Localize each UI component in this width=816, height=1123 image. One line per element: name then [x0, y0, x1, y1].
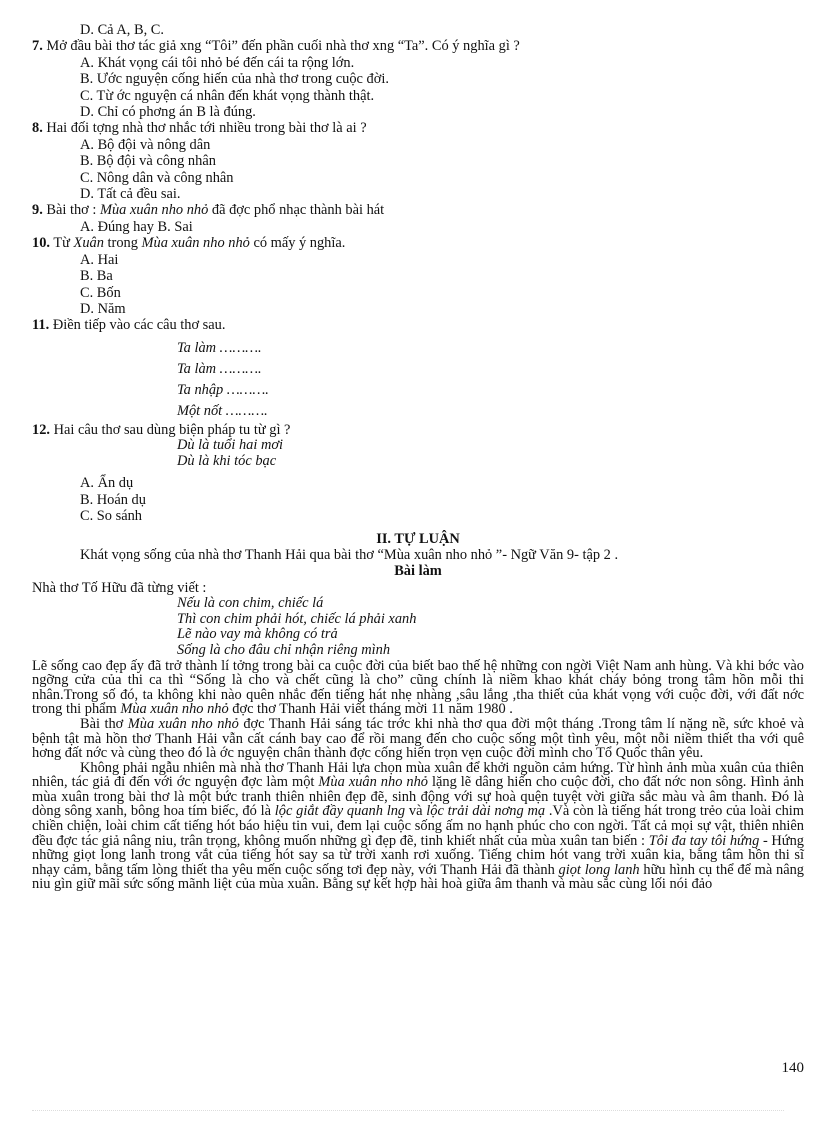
text: và: [405, 803, 427, 820]
text: lặng lẽ dâng hiến cho cuộc đời, cho đất nớc non sông. Hình ảnh mùa xuân trong bài thơ là một bức tranh thiên nhiên đẹp đẽ, sinh động với sự hoà quện tuyệt vời giữa sắc màu và âm thanh. Đó là dòng sông xanh, bông hoa tím biếc, đó là: [32, 774, 804, 820]
question-text: Hai câu thơ sau dùng biện pháp tu từ gì ?: [53, 421, 291, 438]
option: C. Bốn: [80, 284, 121, 301]
quote: giọt long lanh: [558, 861, 640, 878]
verse-line: Thì con chim phải hót, chiếc lá phải xanh: [177, 610, 417, 627]
option: B. Hoán dụ: [80, 491, 146, 508]
essay-intro: Nhà thơ Tố Hữu đã từng viết :: [32, 579, 207, 596]
poem-title: Mùa xuân nho nhỏ: [127, 715, 239, 732]
question-number: 7.: [32, 38, 43, 55]
verse-line: Ta làm ……….: [177, 339, 262, 356]
paragraph: [32, 717, 804, 761]
question-12: [32, 422, 804, 438]
verse-line: Dù là tuổi hai mơi: [177, 437, 284, 454]
option: D. Chỉ có phơng án B là đúng.: [80, 104, 256, 121]
text: - Hứng những giọt long lanh trong vắt của tiếng hót say sa từ trời xanh rơi xuống. Tiếng chim hót vang trời xuân kia, bằng tâm hồn thi sĩ nhạy cảm, bằng tấm lòng thiết tha yêu mến cuộc sống tơi đẹp này, với Thanh Hải đã thành: [32, 832, 804, 878]
verse-line: Nếu là con chim, chiếc lá: [177, 595, 324, 612]
option: B. Ba: [80, 268, 113, 285]
essay-title: Bài làm: [394, 563, 442, 580]
question-number: 9.: [32, 202, 43, 219]
option: C. Từ ớc nguyện cá nhân đến khát vọng thành thật.: [80, 87, 375, 104]
option: B. Bộ đội và công nhân: [80, 153, 216, 170]
keyword: Xuân: [73, 235, 104, 252]
poem-title: Mùa xuân nho nhỏ: [100, 202, 209, 219]
option: A. Đúng hay B. Sai: [80, 218, 193, 235]
question-text: đã đợc phổ nhạc thành bài hát: [208, 202, 385, 219]
verse-line: Sống là cho đâu chỉ nhận riêng mình: [177, 641, 391, 658]
question-number: 12.: [32, 421, 50, 438]
text: hữu hình cụ thể để mà nâng niu gìn giữ mãi sức sống mãnh liệt của mùa xuân. Bằng sự kết hợp hài hoà giữa âm thanh và màu sắc cùng lối nói đảo: [32, 861, 804, 893]
option: A. Hai: [80, 251, 119, 268]
option: D. Năm: [80, 300, 126, 317]
text: .Và còn là tiếng hát trong trẻo của loài chim chiền chiện, loài chim cất tiếng hót báo hiệu tin vui, đem lại cuộc sống ấm no hạnh phúc cho con ngời. Tất cả mọi sự vật, thiên nhiên đều đợc tác giả nâng niu, trân trọng, không muốn những gì đẹp đẽ, tinh khiết nhất của mùa xuân tan biến :: [32, 803, 804, 849]
question-number: 11.: [32, 317, 50, 334]
paragraph: [32, 659, 804, 717]
poem-title: Mùa xuân nho nhỏ: [120, 701, 229, 718]
paragraph: [32, 761, 804, 892]
question-8: [32, 120, 804, 136]
question-text: có mấy ý nghĩa.: [249, 235, 346, 252]
question-number: 10.: [32, 235, 50, 252]
page-number: 140: [781, 1060, 804, 1076]
question-10: [32, 235, 804, 251]
question-11: [32, 317, 804, 333]
question-text: Hai đối tợng nhà thơ nhắc tới nhiều trong bài thơ là ai ?: [46, 120, 367, 137]
text: đợc thơ Thanh Hải viết tháng mời 11 năm 1980 .: [228, 701, 513, 718]
question-text: Từ: [53, 235, 74, 252]
question-7: [32, 38, 804, 54]
text: đợc Thanh Hải sáng tác trớc khi nhà thơ qua đời một tháng .Trong tâm lí nặng nề, sức khoẻ và bệnh tật mà hồn thơ Thanh Hải vẫn cất cánh bay cao để rồi mang đến cho cuộc sống một tình yêu, một nỗi niềm thiết tha với quê hơng đất nớc và cùng theo đó là ớc nguyện chân thành đợc cống hiến trọn vẹn cuộc đời mình cho Tổ Quốc thân yêu.: [32, 715, 804, 762]
option: A. Khát vọng cái tôi nhỏ bé đến cái ta rộng lớn.: [80, 54, 355, 71]
question-text: Điền tiếp vào các câu thơ sau.: [52, 317, 226, 334]
question-text: Bài thơ :: [46, 202, 100, 219]
text: Bài thơ: [80, 715, 128, 732]
poem-title: Mùa xuân nho nhỏ: [318, 774, 428, 791]
question-text: Mở đầu bài thơ tác giả xng “Tôi” đến phần cuối nhà thơ xng “Ta”. Có ý nghĩa gì ?: [46, 38, 520, 55]
page-content: [32, 22, 804, 892]
verse-line: Lẽ nào vay mà không có trả: [177, 626, 338, 643]
footer-divider: [32, 1110, 784, 1111]
text: Không phải ngẫu nhiên mà nhà thơ Thanh Hải lựa chọn mùa xuân để khởi nguồn cảm hứng. Từ hình ảnh mùa xuân của thiên nhiên, tác giả đi đến với ớc nguyện đợc làm một: [32, 759, 804, 791]
option: C. Nông dân và công nhân: [80, 169, 234, 186]
essay-prompt: Khát vọng sống của nhà thơ Thanh Hải qua bài thơ “Mùa xuân nho nhỏ ”- Ngữ Văn 9- tập 2 .: [80, 546, 619, 563]
question-number: 8.: [32, 120, 43, 137]
verse-line: Ta làm ……….: [177, 360, 262, 377]
question-9: [32, 202, 804, 218]
option: A. Bộ đội và nông dân: [80, 136, 211, 153]
question-text: trong: [103, 235, 142, 252]
option: D. Tất cả đều sai.: [80, 186, 181, 203]
poem-title: Mùa xuân nho nhỏ: [141, 235, 250, 252]
option: D. Cả A, B, C.: [80, 22, 164, 38]
verse-line: Một nốt ……….: [177, 402, 268, 419]
verse-line: Ta nhập ……….: [177, 381, 269, 398]
essay-body: [32, 659, 804, 893]
text: Lẽ sống cao đẹp ấy đã trở thành lí tởng trong bài ca cuộc đời của biết bao thế hệ những con ngời Việt Nam anh hùng. Và khi bớc vào ngỡng cửa của thi ca thì “Sống là cho và chết cũng là cho” cũng chính là niềm khao khát cháy bỏng trong tâm hồn mỗi thi nhân.Trong số đó, ta không khi nào quên nhắc đến tiếng hát nhẹ nhàng ,sâu lắng ,tha thiết của khát vọng với cuộc đời, với đất nớc trong thi phẩm: [32, 657, 804, 718]
quote: Tôi đa tay tôi hứng: [648, 832, 760, 849]
verse-line: Dù là khi tóc bạc: [177, 452, 277, 469]
quote: lộc giắt đầy quanh lng: [274, 803, 406, 820]
quote: lộc trải dài nơng mạ: [426, 803, 546, 820]
section-title: II. TỰ LUẬN: [376, 530, 460, 547]
option: C. So sánh: [80, 508, 142, 525]
option: B. Ước nguyện cống hiến của nhà thơ trong cuộc đời.: [80, 71, 389, 88]
option: A. Ẩn dụ: [80, 475, 134, 492]
